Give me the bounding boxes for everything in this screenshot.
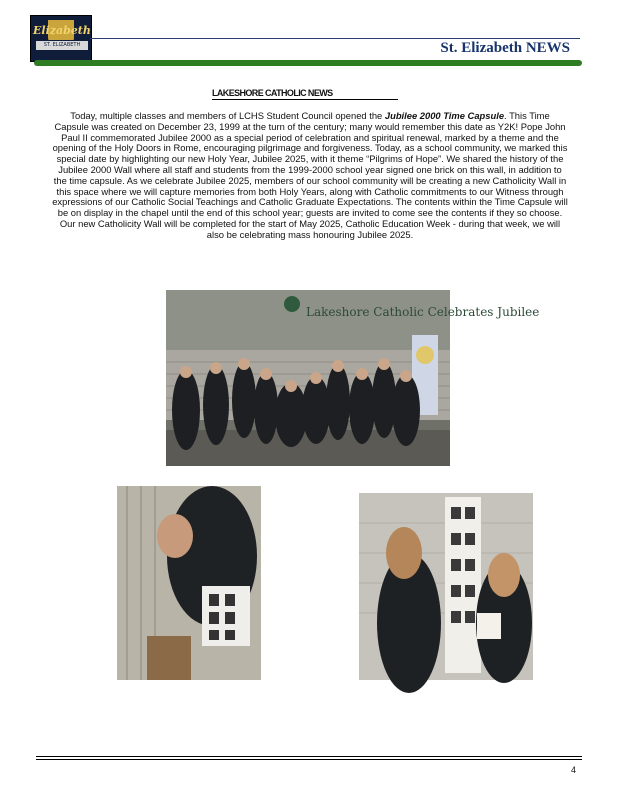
logo-band: ST. ELIZABETH (35, 40, 89, 51)
header-rule (90, 38, 580, 39)
student-scroll-photo (117, 486, 261, 680)
students-scroll-photo (359, 493, 533, 680)
page-number: 4 (571, 765, 577, 775)
article-text: . This Time Capsule was created on December 23, 1999 at the turn of the century; many would remember this date as Y2K! Pope John Paul II commemorated Jubilee 2000 as a special period of celebration and spiritual renewal, marked by a theme and the opening of the Holy Doors in Rome, encouraging pilgrimage and forgiveness. Today, as a school community, we marked this special date by highlighting our new Holy Year, Jubilee 2025, with it theme “Pilgrims of Hope”. We shared the history of the Jubilee 2000 Wall where all staff and students from the 1999-2000 school year signed one brick on this wall, in addition to the time capsule. As we celebrate Jubilee 2025, members of our school community will be creating a new Catholicity Wall in this space where we will capture memories from both Holy Years, along with Catholic commitments to our Witness through expressions of our Catholic Social Teachings and Catholic Graduate Expectations. The contents within the Time Capsule will be on display in the chapel until the end of this school year; guests are invited to come see the contents if they so choose. Our new Catholicity Wall will be completed for the start of May 2025, Catholic Education Week - during that week, we will also be celebrating mass honouring Jubilee 2025. (52, 110, 568, 240)
students-scroll-image (359, 493, 533, 680)
group-photo-image (166, 290, 540, 466)
article-body (52, 111, 568, 241)
article-intro: Today, multiple classes and members of LCHS Student Council opened the (70, 110, 385, 121)
student-scroll-image (117, 486, 261, 680)
masthead-title: St. Elizabeth NEWS (440, 40, 570, 56)
footer-rule-secondary (36, 759, 582, 760)
section-heading: LAKESHORE CATHOLIC NEWS (212, 88, 398, 100)
capsule-title: Jubilee 2000 Time Capsule (384, 110, 505, 121)
header-green-bar (34, 60, 582, 66)
group-photo (166, 290, 540, 466)
school-logo (30, 15, 92, 62)
footer-rule (36, 756, 582, 757)
group-banner-text: Lakeshore Catholic Celebrates Jubilee (306, 305, 540, 319)
logo-script: Elizabeth (33, 24, 91, 37)
